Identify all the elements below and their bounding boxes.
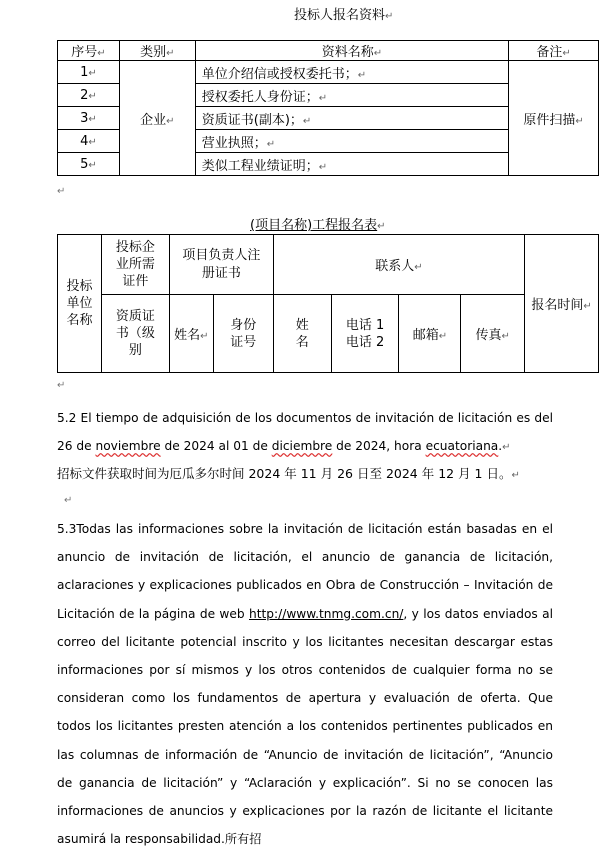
row-no: 2↵ (58, 84, 120, 107)
materials-table (57, 40, 599, 176)
col-bidder-unit: 投标单位名称 (58, 235, 102, 373)
row-no: 5↵ (58, 153, 120, 176)
header-remark: 备注↵ (509, 41, 599, 61)
col-reg-time: 报名时间↵ (525, 235, 599, 373)
header-category: 类别↵ (119, 41, 195, 61)
phone-1-label: 电话 1 (345, 317, 385, 333)
paragraph-mark: ↵ (57, 380, 66, 391)
col-pm-cert: 项目负责人注册证书 (169, 235, 273, 295)
paragraph-mark: ↵ (64, 495, 73, 506)
row-name: 单位介绍信或授权委托书；↵ (195, 61, 508, 84)
col-cert-required: 投标企业所需证件 (101, 235, 169, 295)
category-cell: 企业↵ (119, 61, 195, 176)
row-no: 4↵ (58, 130, 120, 153)
section-5-2-zh: 招标文件获取时间为厄瓜多尔时间 2024 年 11 月 26 日至 2024 年 12 月 1 日。↵ (57, 466, 520, 481)
col-contact-name: 姓名 (273, 295, 331, 373)
header-no: 序号↵ (58, 41, 120, 61)
doc-title: 投标人报名资料↵ (294, 8, 394, 23)
row-no: 3↵ (58, 107, 120, 130)
row-name: 类似工程业绩证明；↵ (195, 153, 508, 176)
row-name: 授权委托人身份证；↵ (195, 84, 508, 107)
row-no: 1↵ (58, 61, 120, 84)
col-contact-email: 邮箱↵ (399, 295, 461, 373)
row-name: 营业执照；↵ (195, 130, 508, 153)
col-contact-fax: 传真↵ (461, 295, 525, 373)
col-contact: 联系人↵ (273, 235, 524, 295)
paragraph-mark: ↵ (57, 186, 66, 197)
website-link[interactable]: http://www.tnmg.com.cn/ (249, 606, 404, 621)
col-cert-sub: 资质证书（级别 (101, 295, 169, 373)
section-5-2-es: 5.2 El tiempo de adquisición de los documentos de invitación de licitación es del 26 de noviembre de 2024 al 01 de diciembre de 2024, hora ecuatoriana.↵ (57, 411, 553, 454)
phone-2-label: 电话 2 (345, 334, 385, 350)
header-name: 资料名称↵ (195, 41, 508, 61)
table-row (58, 61, 599, 84)
section-5-3: 5.3Todas las informaciones sobre la invitación de licitación están basadas en el anuncio de invitación de licitación, el anuncio de ganancia de licitación, aclaraciones y explicaciones publicados en Obra de Construcción – Invitación de Licitación de la página de web http://www.tnmg.com.cn/, y los datos enviados al correo del licitante potencial inscrito y los licitantes necesitan descargar estas informaciones por sí mismos y los otros contenidos de cualquier forma no se consideran como los fundamentos de apertura y evaluación de oferta. Que todos los licitantes presten atención a los contenidos pertinentes publicados en las columnas de información de “Anuncio de invitación de licitación”, “Anuncio de ganancia de licitación” y “Aclaración y explicación”. Si no se conocen las informaciones de anuncios y explicaciones por la razón de licitante el licitante asumirá la responsabilidad.所有招 (57, 522, 553, 847)
col-pm-name: 姓名↵ (169, 295, 213, 373)
col-pm-id: 身份证号 (213, 295, 273, 373)
row-name: 资质证书(副本)；↵ (195, 107, 508, 130)
col-contact-phone (331, 295, 399, 373)
reg-form-title: (项目名称)工程报名表↵ (250, 218, 386, 233)
remark-cell: 原件扫描↵ (509, 61, 599, 176)
registration-table (57, 234, 599, 373)
